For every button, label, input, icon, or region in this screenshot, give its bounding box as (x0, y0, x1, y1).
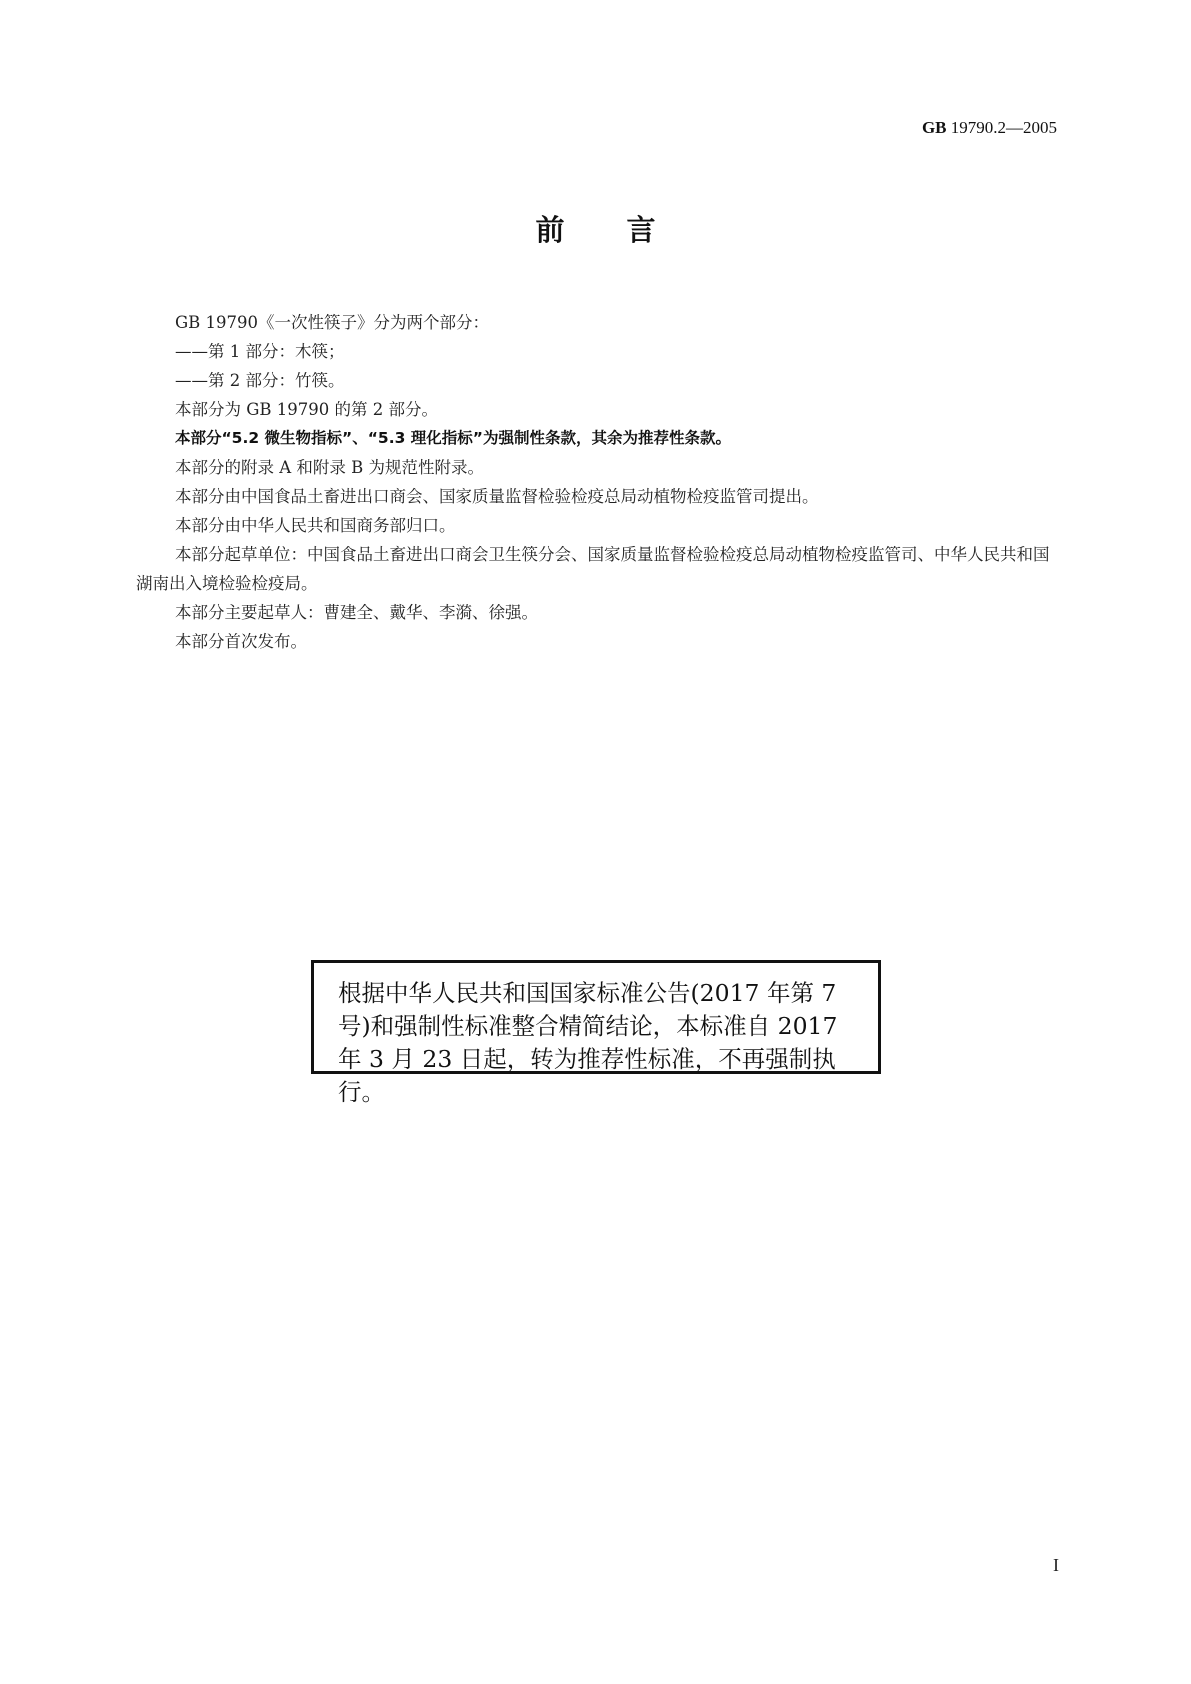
notice-box (311, 960, 881, 1106)
notice-text: 根据中华人民共和国国家标准公告(2017 年第 7 号)和强制性标准整合精简结论，本标准自 2017 年 3 月 23 日起，转为推荐性标准，不再强制执行。 (338, 979, 838, 1106)
paragraph-mandatory-clauses: 本部分“5.2 微生物指标”、“5.3 理化指标”为强制性条款，其余为推荐性条款。 (175, 429, 731, 447)
paragraph-parts-intro: GB 19790《一次性筷子》分为两个部分： (175, 313, 490, 332)
standard-prefix: GB (921, 118, 947, 137)
standard-number: 19790.2—2005 (950, 118, 1057, 137)
paragraph-proposed-by: 本部分由中国食品土畜进出口商会、国家质量监督检验检疫总局动植物检疫监管司提出。 (175, 487, 819, 506)
page-title: 前言 (535, 213, 718, 247)
page-number: I (1053, 1555, 1059, 1575)
foreword-body (136, 308, 1056, 656)
paragraph-annexes: 本部分的附录 A 和附录 B 为规范性附录。 (175, 458, 485, 477)
paragraph-drafting-units: 本部分起草单位：中国食品土畜进出口商会卫生筷分会、国家质量监督检验检疫总局动植物检疫监管司、中华人民共和国湖南出入境检验检疫局。 (136, 545, 1050, 593)
paragraph-part-1: ——第 1 部分：木筷； (175, 342, 345, 361)
paragraph-drafters: 本部分主要起草人：曹建全、戴华、李漪、徐强。 (175, 603, 538, 622)
standard-code (922, 118, 1057, 138)
paragraph-part-2: ——第 2 部分：竹筷。 (175, 371, 345, 390)
paragraph-centralized-by: 本部分由中华人民共和国商务部归口。 (175, 516, 456, 535)
paragraph-first-release: 本部分首次发布。 (175, 632, 307, 651)
paragraph-this-part: 本部分为 GB 19790 的第 2 部分。 (175, 400, 439, 419)
